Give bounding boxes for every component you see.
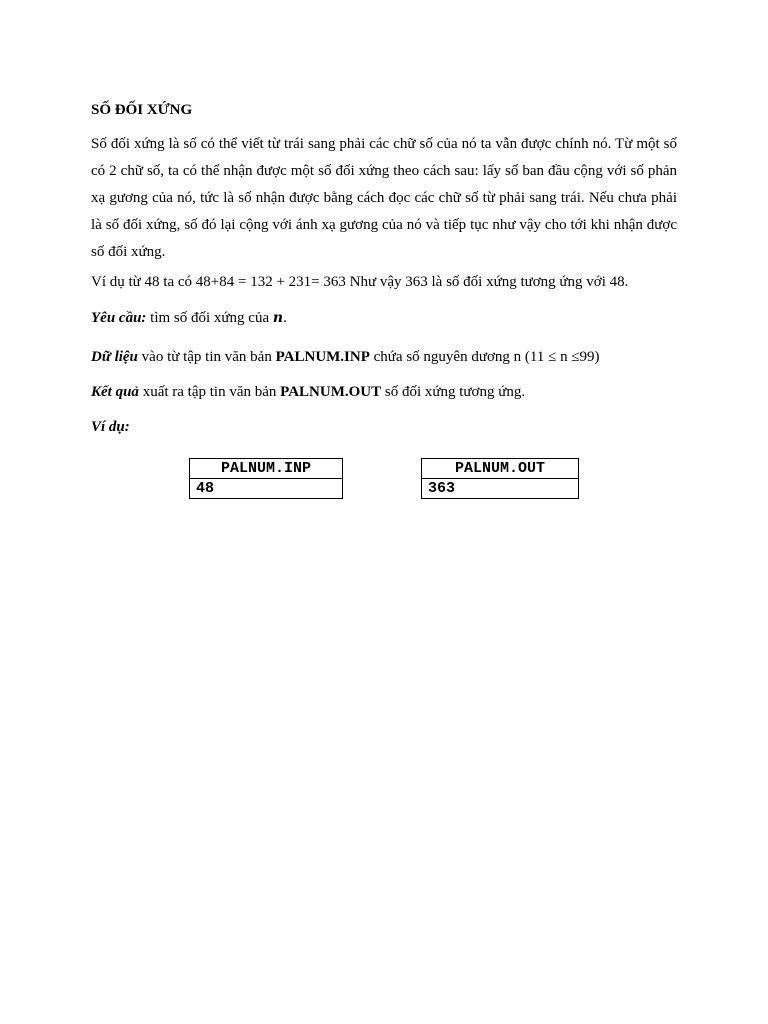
output-file-name: PALNUM.OUT [280,384,382,400]
input-table-value: 48 [190,479,343,499]
input-spec-text1: vào từ tập tin văn bản [137,349,276,365]
document-title: SỐ ĐỐI XỨNG [91,102,193,118]
example-line: Ví dụ từ 48 ta có 48+84 = 132 + 231= 363 Như vậy 363 là số đối xứng tương ứng với 48. [91,274,629,290]
output-spec-label: Kết quả [91,384,139,400]
output-spec-line [91,381,677,403]
input-example-table [189,458,343,499]
requirement-end: . [283,310,287,326]
output-table-header: PALNUM.OUT [422,459,579,479]
requirement-text: tìm số đối xứng của [146,310,273,326]
input-spec-text2: chứa số nguyên dương n (11 ≤ n ≤99) [369,349,600,365]
input-spec-label: Dữ liệu [91,349,138,365]
example-label: Ví dụ: [91,419,130,435]
requirement-label: Yêu cầu: [91,310,147,326]
input-file-name: PALNUM.INP [275,349,370,365]
requirement-line [91,307,677,329]
input-spec-line [91,346,677,368]
output-example-table [421,458,579,499]
output-spec-text2: số đối xứng tương ứng. [381,384,526,400]
intro-paragraph: Số đối xứng là số có thể viết từ trái sang phải các chữ số của nó ta vẫn được chính nó. Từ một số có 2 chữ số, ta có thể nhận được một số đối xứng theo cách sau: lấy số ban đầu cộng với số phản xạ gương của nó, tức là số nhận được bằng cách đọc các chữ số từ phải sang trái. Nếu chưa phải là số đối xứng, số đó lại cộng với ánh xạ gương của nó và tiếp tục như vậy cho tới khi nhận được số đối xứng. [91,136,677,260]
output-spec-text1: xuất ra tập tin văn bản [138,384,281,400]
input-table-header: PALNUM.INP [190,459,343,479]
variable-n: n [272,310,284,326]
output-table-value: 363 [422,479,579,499]
document-body [91,99,677,438]
